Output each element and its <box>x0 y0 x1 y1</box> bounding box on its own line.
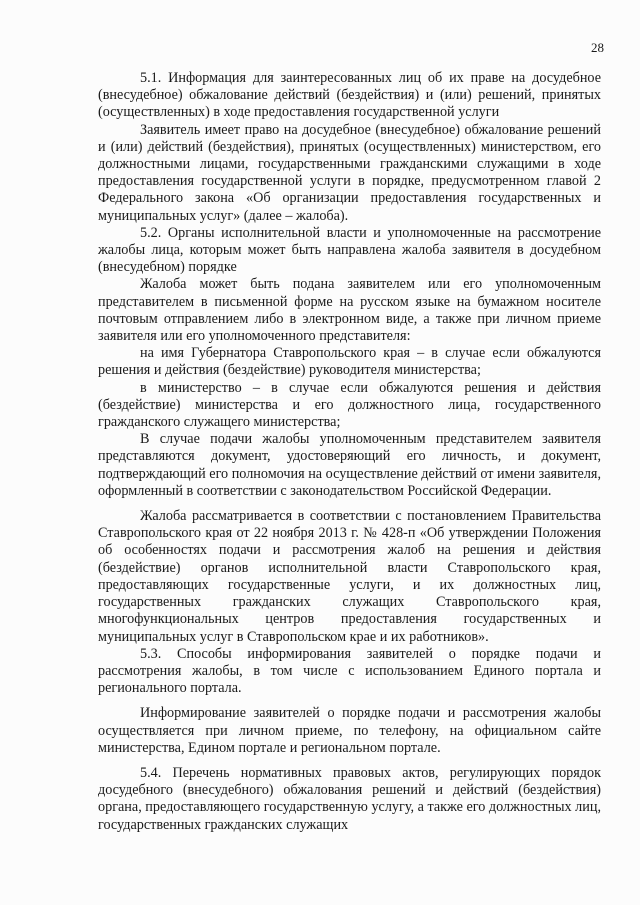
paragraph: Жалоба может быть подана заявителем или его уполномоченным представителем в письменной форме на русском языке на бумажном носителе почтовым отправлением либо в электронном виде, а также при личном приеме заявителя или его уполномоченного представителя: <box>98 276 601 345</box>
paragraph: В случае подачи жалобы уполномоченным представителем заявителя представляются документ, удостоверяющий его личность, и документ, подтверждающий его полномочия на осуществление действий от имени заявителя, оформленный в соответствии с законодательством Российской Федерации. <box>98 431 601 499</box>
paragraph: Заявитель имеет право на досудебное (внесудебное) обжалование решений и (или) действий (бездействия), принятых (осуществленных) министерством, его должностными лицами, государственными гражданскими служащими в ходе предоставления государственной услуги в порядке, предусмотренном главой 2 Федерального закона «Об организации предоставления государственных и муниципальных услуг» (далее – жалоба). <box>98 121 601 224</box>
paragraph: Информирование заявителей о порядке подачи и рассмотрения жалобы осуществляется при личном приеме, по телефону, на официальном сайте министерства, Едином портале и региональном портале. <box>98 705 601 756</box>
paragraph: Жалоба рассматривается в соответствии с постановлением Правительства Ставропольского края от 22 ноября 2013 г. № 428-п «Об утверждении Положения об особенностях подачи и рассмотрения жалоб на решения и действия (бездействие) органов исполнительной власти Ставропольского края, предоставляющих государственные услуги, и их должностных лиц, государственных гражданских служащих Ставропольского края, многофункциональных центров предоставления государственных и муниципальных услуг в Ставропольском крае и их работников». <box>98 508 601 645</box>
list-item: на имя Губернатора Ставропольского края – в случае если обжалуются решения и действия (бездействие) руководителя министерства; <box>98 345 601 379</box>
section-heading-5-2: 5.2. Органы исполнительной власти и уполномоченные на рассмотрение жалобы лица, которым может быть направлена жалоба заявителя в досудебном (внесудебном) порядке <box>98 224 601 276</box>
document-body <box>98 70 601 834</box>
list-item: в министерство – в случае если обжалуются решения и действия (бездействие) министерства и его должностного лица, государственного гражданского служащего министерства; <box>98 379 601 431</box>
section-heading-5-3: 5.3. Способы информирования заявителей о порядке подачи и рассмотрения жалобы, в том числе с использованием Единого портала и регионального портала. <box>98 645 601 697</box>
section-heading-5-4: 5.4. Перечень нормативных правовых актов, регулирующих порядок досудебного (внесудебного) обжалования решений и действий (бездействия) органа, предоставляющего государственную услугу, а также его должностных лиц, государственных гражданских служащих <box>98 764 601 833</box>
section-heading-5-1: 5.1. Информация для заинтересованных лиц об их праве на досудебное (внесудебное) обжалование действий (бездействия) и (или) решений, принятых (осуществленных) в ходе предоставления государственной услуги <box>98 70 601 121</box>
page-number: 28 <box>591 40 604 55</box>
